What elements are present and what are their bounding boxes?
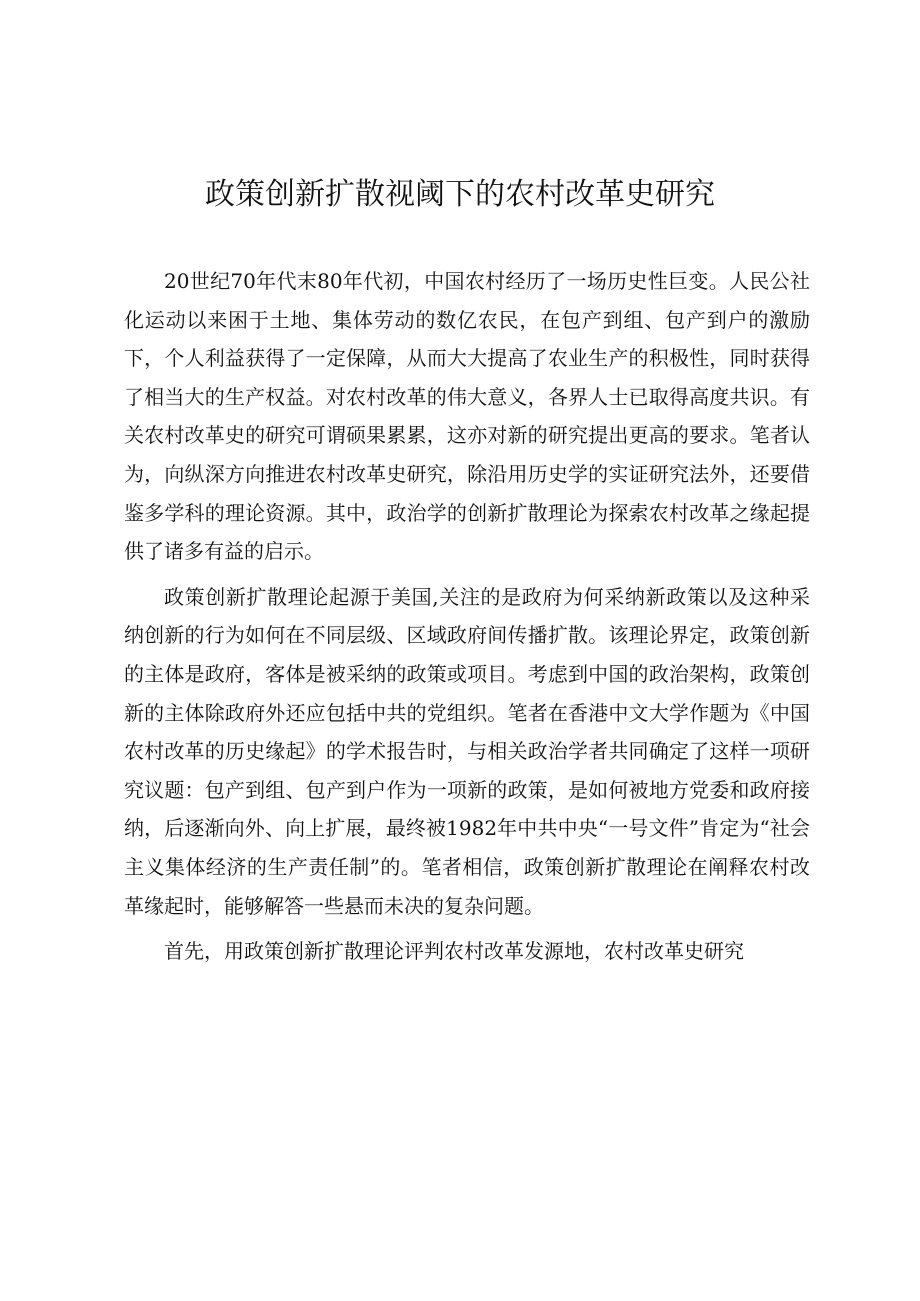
document-body: [124, 262, 810, 978]
paragraph-2: 政策创新扩散理论起源于美国,关注的是政府为何采纳新政策以及这种采纳创新的行为如何在不同层级、区域政府间传播扩散。该理论界定，政策创新的主体是政府，客体是被采纳的政策或项目。考虑到中国的政治架构，政策创新的主体除政府外还应包括中共的党组织。笔者在香港中文大学作题为《中国农村改革的历史缘起》的学术报告时，与相关政治学者共同确定了这样一项研究议题：包产到组、包产到户作为一项新的政策，是如何被地方党委和政府接纳，后逐渐向外、向上扩展，最终被1982年中共中央“一号文件”肯定为“社会主义集体经济的生产责任制”的。笔者相信，政策创新扩散理论在阐释农村改革缘起时，能够解答一些悬而未决的复杂问题。: [124, 584, 810, 918]
document-title: 政策创新扩散视阈下的农村改革史研究: [205, 177, 715, 212]
paragraph-1: 20世纪70年代末80年代初，中国农村经历了一场历史性巨变。人民公社化运动以来困于土地、集体劳动的数亿农民，在包产到组、包产到户的激励下，个人利益获得了一定保障，从而大大提高了农业生产的积极性，同时获得了相当大的生产权益。对农村改革的伟大意义，各界人士已取得高度共识。有关农村改革史的研究可谓硕果累累，这亦对新的研究提出更高的要求。笔者认为，向纵深方向推进农村改革史研究，除沿用历史学的实证研究法外，还要借鉴多学科的理论资源。其中，政治学的创新扩散理论为探索农村改革之缘起提供了诸多有益的启示。: [124, 269, 810, 564]
paragraph-3: 首先，用政策创新扩散理论评判农村改革发源地，农村改革史研究: [164, 939, 744, 964]
